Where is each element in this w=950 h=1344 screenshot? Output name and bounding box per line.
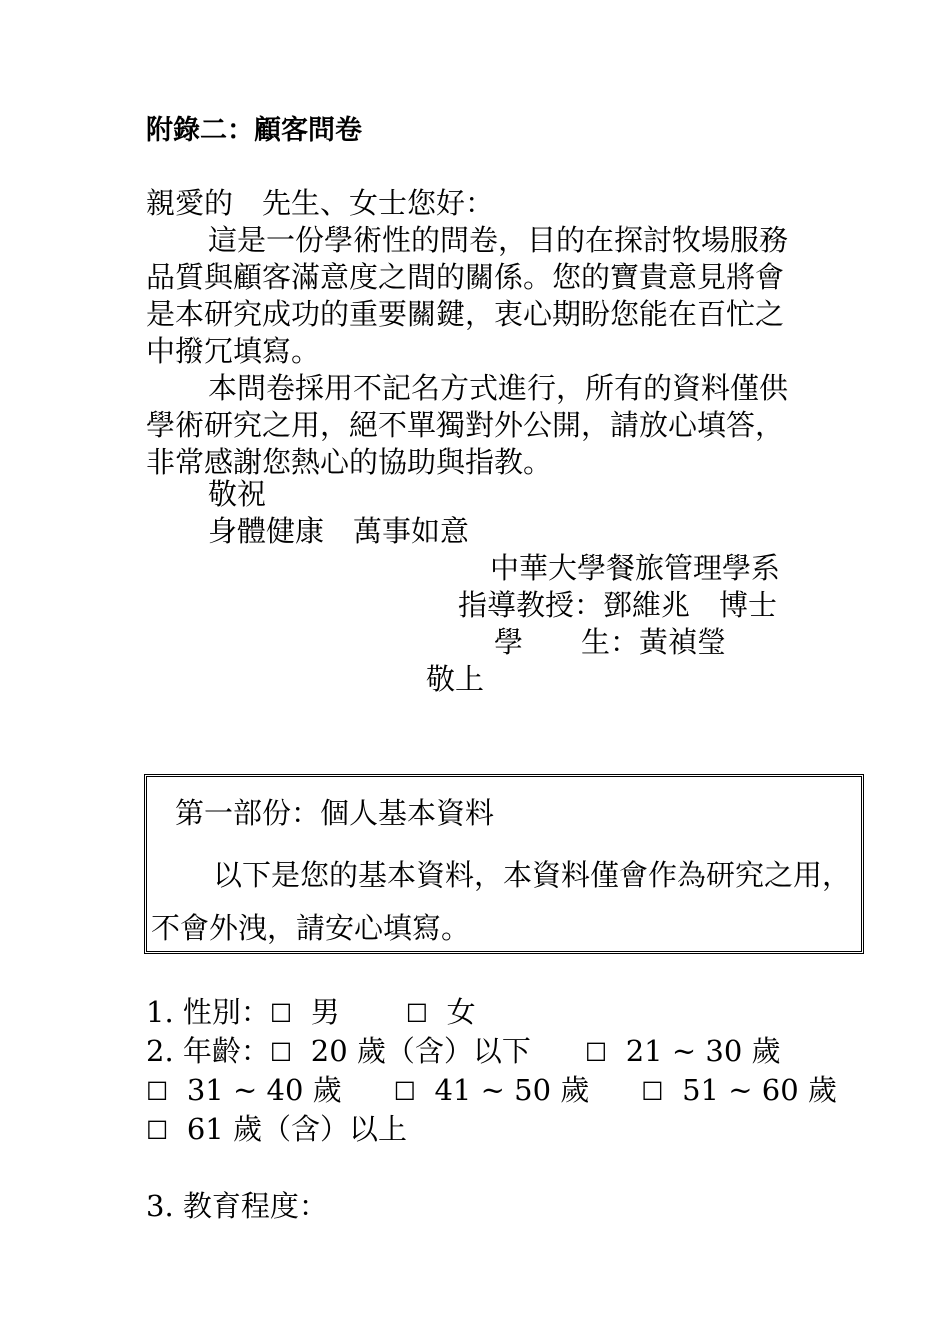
option-age-2[interactable] xyxy=(585,1029,781,1070)
option-label: 41 ~ 50 歲 xyxy=(434,1073,590,1107)
closing-greeting: 敬祝 xyxy=(208,477,267,511)
option-label: 31 ~ 40 歲 xyxy=(186,1073,342,1107)
option-label: 51 ~ 60 歲 xyxy=(682,1073,837,1107)
question-age-row-3 xyxy=(146,1107,407,1148)
salutation: 親愛的 先生、女士您好： xyxy=(146,186,495,220)
page-title: 附錄二：顧客問卷 xyxy=(146,115,362,146)
checkbox-icon[interactable]: ☐ xyxy=(641,1077,664,1106)
option-age-5[interactable] xyxy=(641,1068,837,1109)
option-age-4[interactable] xyxy=(394,1068,590,1109)
checkbox-icon[interactable]: ☐ xyxy=(405,999,429,1028)
option-age-3[interactable] xyxy=(146,1068,342,1109)
option-female[interactable] xyxy=(406,990,476,1031)
option-label: 男 xyxy=(310,995,340,1029)
section-1-description: 以下是您的基本資料，本資料僅會作為研究之用，不會外洩，請安心填寫。 xyxy=(151,858,852,945)
option-label: 女 xyxy=(446,995,476,1029)
checkbox-icon[interactable]: ☐ xyxy=(269,1038,293,1067)
question-age-label: 2. 年齡： xyxy=(146,1034,270,1068)
checkbox-icon[interactable]: ☐ xyxy=(146,1077,169,1106)
signature-department: 中華大學餐旅管理學系 xyxy=(490,551,781,585)
checkbox-icon[interactable]: ☐ xyxy=(269,999,293,1028)
intro-paragraph-2: 本問卷採用不記名方式進行，所有的資料僅供學術研究之用，絕不單獨對外公開，請放心填答，非常感謝您熱心的協助與指教。 xyxy=(146,371,789,479)
question-age xyxy=(146,1029,781,1070)
option-age-6[interactable] xyxy=(146,1107,407,1148)
section-1-box xyxy=(144,774,864,954)
question-education xyxy=(146,1184,328,1225)
question-gender-label: 1. 性別： xyxy=(146,995,270,1029)
signature-respect: 敬上 xyxy=(426,662,485,696)
option-age-1[interactable] xyxy=(270,1029,531,1070)
question-gender xyxy=(146,990,476,1031)
checkbox-icon[interactable]: ☐ xyxy=(393,1077,417,1106)
checkbox-icon[interactable]: ☐ xyxy=(584,1038,608,1067)
option-label: 21 ~ 30 歲 xyxy=(625,1034,781,1068)
checkbox-icon[interactable]: ☐ xyxy=(146,1116,169,1145)
signature-advisor: 指導教授：鄧維兆 博士 xyxy=(458,588,778,622)
option-male[interactable] xyxy=(270,990,340,1031)
option-label: 61 歲（含）以上 xyxy=(186,1112,407,1146)
closing-wish: 身體健康 萬事如意 xyxy=(208,514,470,548)
signature-student: 學 生：黃禎瑩 xyxy=(494,625,727,659)
option-label: 20 歲（含）以下 xyxy=(310,1034,531,1068)
question-education-label: 3. 教育程度： xyxy=(146,1189,328,1223)
intro-paragraph-1: 這是一份學術性的問卷，目的在探討牧場服務品質與顧客滿意度之間的關係。您的寶貴意見將會是本研究成功的重要關鍵，衷心期盼您能在百忙之中撥冗填寫。 xyxy=(146,223,789,368)
question-age-row-2 xyxy=(146,1068,837,1109)
section-1-title: 第一部份：個人基本資料 xyxy=(175,796,495,830)
